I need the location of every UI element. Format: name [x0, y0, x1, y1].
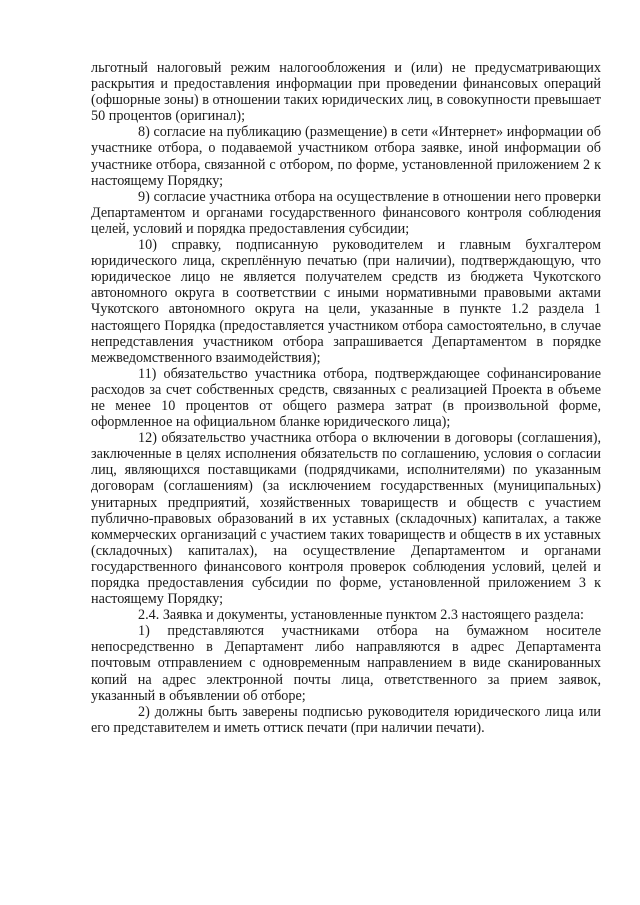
paragraph-item-11: 11) обязательство участника отбора, подтверждающее софинансирование расходов за счет собственных средств, связанных с реализацией Проекта в объеме не менее 10 процентов от общего размера затрат (в произвольной форме, оформленное на официальном бланке юридического лица);: [91, 365, 601, 431]
paragraph-item-10: 10) справку, подписанную руководителем и главным бухгалтером юридического лица, скреплённую печатью (при наличии), подтверждающую, что юридическое лицо не является получателем средств из бюджета Чукотского автономного округа в соответствии с иными нормативными правовыми актами Чукотского автономного округа на цели, указанные в пункте 1.2 раздела 1 настоящего Порядка (предоставляется участником отбора самостоятельно, в случае непредставления участником отбора запрашивается Департаментом в порядке межведомственного взаимодействия);: [91, 237, 601, 366]
paragraph-continuation: льготный налоговый режим налогообложения и (или) не предусматривающих раскрытия и предоставления информации при проведении финансовых операций (офшорные зоны) в отношении таких юридических лиц, в совокупности превышает 50 процентов (оригинал);: [91, 60, 601, 125]
paragraph-item-12: 12) обязательство участника отбора о включении в договоры (соглашения), заключенные в целях исполнения обязательств по соглашению, условия о согласии лиц, являющихся поставщиками (подрядчиками, исполнителями) по указанным договорам (соглашениям) (за исключением государственных (муниципальных) унитарных предприятий, хозяйственных товариществ и обществ с участием публично-правовых образований в их уставных (складочных) капиталах, а также коммерческих организаций с участием таких товариществ и обществ в их уставных (складочных) капиталах), на осуществление Департаментом и органами государственного финансового контроля проверок соблюдения условий, целей и порядка предоставления субсидии по форме, установленной приложением 3 к настоящему Порядку;: [91, 430, 601, 608]
paragraph-item-9: 9) согласие участника отбора на осуществление в отношении него проверки Департаментом и органами государственного финансового контроля соблюдения целей, условий и порядка предоставления субсидии;: [91, 188, 601, 237]
paragraph-item-8: 8) согласие на публикацию (размещение) в сети «Интернет» информации об участнике отбора, о подаваемой участником отбора заявке, иной информации об участнике отбора, связанной с отбором, по форме, установленной приложением 2 к настоящему Порядку;: [91, 124, 601, 189]
document-page: [91, 60, 601, 736]
paragraph-subitem-2: 2) должны быть заверены подписью руководителя юридического лица или его представителем и иметь оттиск печати (при наличии печати).: [91, 703, 601, 736]
paragraph-subitem-1: 1) представляются участниками отбора на бумажном носителе непосредственно в Департамент либо направляются в адрес Департамента почтовым отправлением с одновременным направлением в виде сканированных копий на адрес электронной почты лица, ответственного за прием заявок, указанный в объявлении об отборе;: [91, 623, 601, 704]
paragraph-section-2-4: 2.4. Заявка и документы, установленные пунктом 2.3 настоящего раздела:: [138, 607, 584, 624]
